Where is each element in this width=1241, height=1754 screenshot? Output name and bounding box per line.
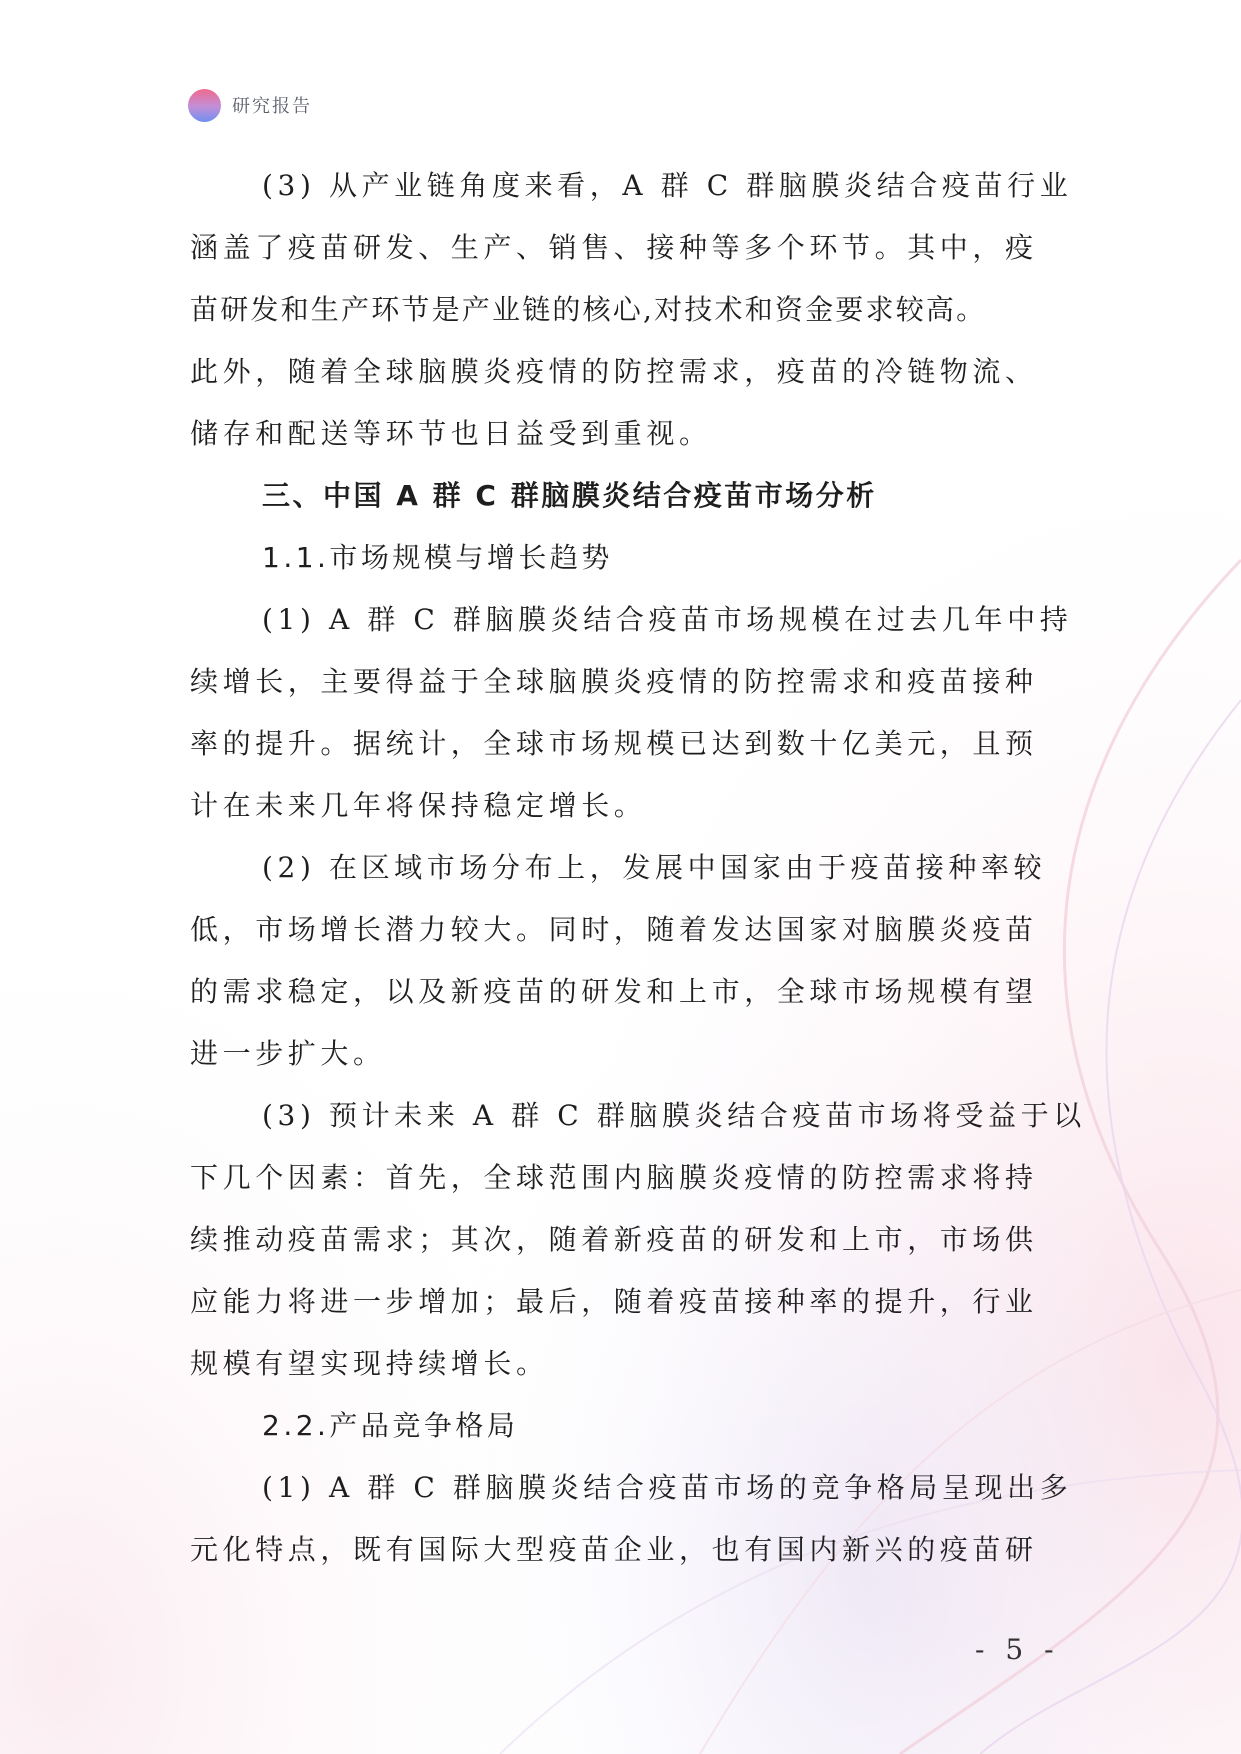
report-header-label: 研究报告 — [232, 96, 312, 117]
paragraph-line: 元化特点，既有国际大型疫苗企业，也有国内新兴的疫苗研 — [190, 1533, 1038, 1566]
page-number: - 5 - — [975, 1633, 1060, 1666]
paragraph-line: 计在未来几年将保持稳定增长。 — [190, 789, 647, 822]
report-header — [188, 88, 312, 122]
document-body — [190, 155, 1086, 1581]
paragraph-line: 规模有望实现持续增长。 — [190, 1347, 549, 1380]
paragraph-line: 进一步扩大。 — [190, 1037, 386, 1070]
paragraph-line: 的需求稳定，以及新疫苗的研发和上市，全球市场规模有望 — [190, 975, 1038, 1008]
paragraph-line: 低，市场增长潜力较大。同时，随着发达国家对脑膜炎疫苗 — [190, 913, 1038, 946]
section-heading: 三、中国 A 群 C 群脑膜炎结合疫苗市场分析 — [262, 479, 877, 512]
paragraph-line: (3) 从产业链角度来看，A 群 C 群脑膜炎结合疫苗行业 — [262, 169, 1073, 202]
paragraph-line: (1) A 群 C 群脑膜炎结合疫苗市场规模在过去几年中持 — [262, 603, 1073, 636]
paragraph-line: 储存和配送等环节也日益受到重视。 — [190, 417, 712, 450]
subsection-heading: 2.2.产品竞争格局 — [262, 1409, 519, 1442]
paragraph-line: 应能力将进一步增加；最后，随着疫苗接种率的提升，行业 — [190, 1285, 1038, 1318]
paragraph-line: 续增长，主要得益于全球脑膜炎疫情的防控需求和疫苗接种 — [190, 665, 1038, 698]
paragraph-line: (1) A 群 C 群脑膜炎结合疫苗市场的竞争格局呈现出多 — [262, 1471, 1073, 1504]
paragraph-line: 苗研发和生产环节是产业链的核心,对技术和资金要求较高。 — [190, 293, 987, 326]
report-logo-icon — [188, 89, 221, 122]
paragraph-line: 涵盖了疫苗研发、生产、销售、接种等多个环节。其中，疫 — [190, 231, 1038, 264]
paragraph-line: 此外，随着全球脑膜炎疫情的防控需求，疫苗的冷链物流、 — [190, 355, 1038, 388]
paragraph-line: 续推动疫苗需求；其次，随着新疫苗的研发和上市，市场供 — [190, 1223, 1038, 1256]
paragraph-line: 下几个因素：首先，全球范围内脑膜炎疫情的防控需求将持 — [190, 1161, 1038, 1194]
paragraph-line: (2) 在区域市场分布上，发展中国家由于疫苗接种率较 — [262, 851, 1047, 884]
subsection-heading: 1.1.市场规模与增长趋势 — [262, 541, 613, 574]
paragraph-line: (3) 预计未来 A 群 C 群脑膜炎结合疫苗市场将受益于以 — [262, 1099, 1086, 1132]
paragraph-line: 率的提升。据统计，全球市场规模已达到数十亿美元，且预 — [190, 727, 1038, 760]
